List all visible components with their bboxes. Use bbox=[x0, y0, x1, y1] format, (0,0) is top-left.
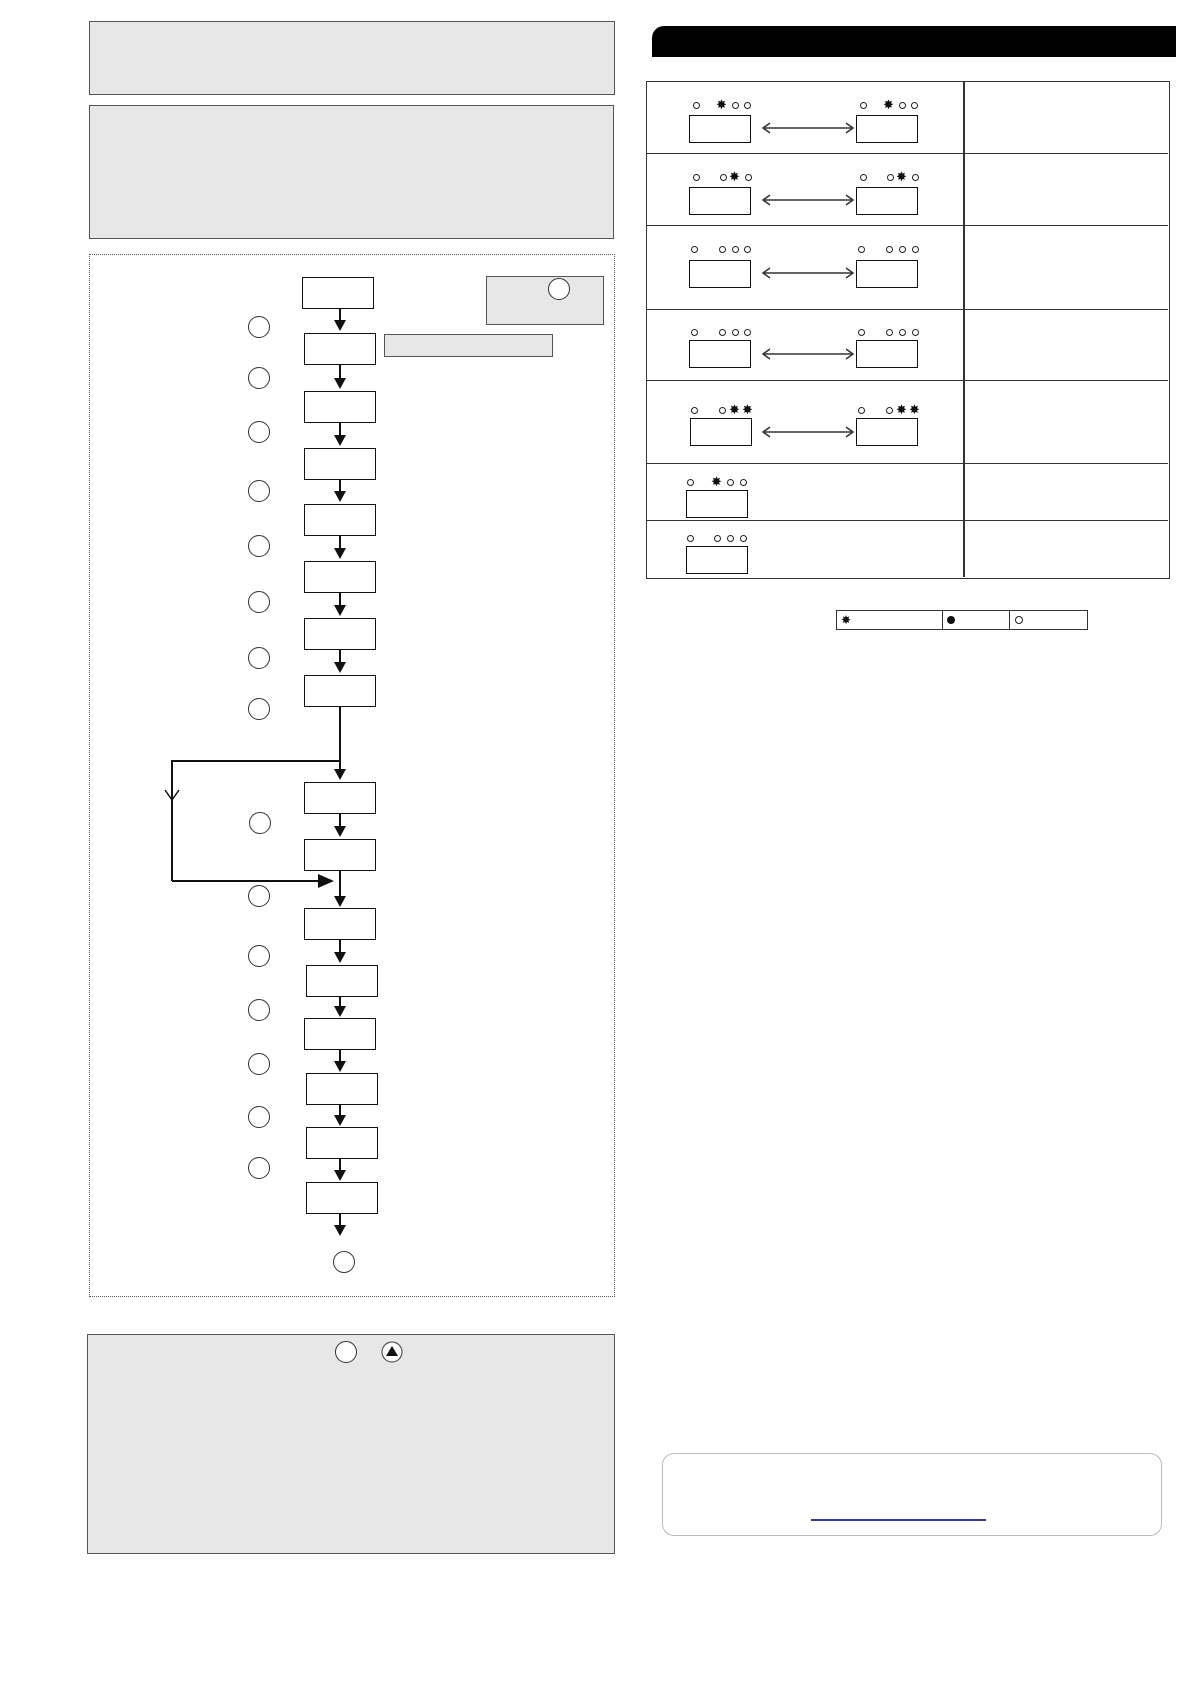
step-circle-icon bbox=[248, 698, 270, 720]
row-divider bbox=[963, 154, 965, 225]
led-off-icon bbox=[899, 246, 906, 253]
on-led-icon bbox=[947, 616, 955, 624]
step-circle-icon bbox=[248, 480, 270, 502]
flow-arrow-icon bbox=[334, 826, 346, 837]
led-off-icon bbox=[886, 407, 893, 414]
step-circle-icon bbox=[248, 1106, 270, 1128]
key-circle-icon bbox=[548, 278, 570, 300]
flow-arrow-icon bbox=[334, 320, 346, 331]
step-circle-icon bbox=[248, 1053, 270, 1075]
flow-step-5 bbox=[304, 504, 376, 536]
step-note-bar bbox=[384, 334, 553, 357]
flow-arrow-icon bbox=[334, 1006, 346, 1017]
flow-step-6 bbox=[304, 561, 376, 593]
info-box-top bbox=[89, 21, 615, 95]
led-off-icon bbox=[714, 535, 721, 542]
bidirectional-arrow-icon bbox=[760, 122, 856, 134]
led-flash-icon: ✸ bbox=[711, 474, 722, 489]
step-circle-icon bbox=[248, 421, 270, 443]
flow-step-13 bbox=[304, 1018, 376, 1050]
key-box bbox=[486, 276, 604, 325]
led-off-icon bbox=[691, 246, 698, 253]
flow-arrow-icon bbox=[334, 435, 346, 446]
flow-step-16 bbox=[306, 1182, 378, 1214]
led-status-panel bbox=[646, 81, 1170, 579]
flow-arrow-icon bbox=[334, 1061, 346, 1072]
led-flash-icon: ✸ bbox=[742, 402, 753, 417]
led-off-icon bbox=[719, 329, 726, 336]
section-header-bar bbox=[652, 26, 1176, 57]
bidirectional-arrow-icon bbox=[760, 348, 856, 360]
status-row bbox=[647, 154, 1168, 226]
led-off-icon bbox=[687, 479, 694, 486]
led-off-icon bbox=[693, 102, 700, 109]
display-box-right bbox=[856, 260, 918, 288]
led-off-icon bbox=[727, 535, 734, 542]
display-box-right bbox=[856, 187, 918, 215]
led-off-icon bbox=[899, 329, 906, 336]
led-legend bbox=[836, 610, 1088, 630]
led-off-icon bbox=[732, 246, 739, 253]
flow-arrow-icon bbox=[334, 769, 346, 780]
row-divider bbox=[963, 521, 965, 577]
bidirectional-arrow-icon bbox=[760, 426, 856, 438]
loop-line-top bbox=[172, 760, 340, 762]
display-box-right bbox=[856, 418, 918, 446]
flow-arrow-icon bbox=[334, 1115, 346, 1126]
flow-arrow-icon bbox=[334, 896, 346, 907]
led-flash-icon: ✸ bbox=[896, 169, 907, 184]
step-circle-icon bbox=[248, 945, 270, 967]
led-off-icon bbox=[719, 246, 726, 253]
display-box-left bbox=[689, 187, 751, 215]
step-circle-icon bbox=[248, 885, 270, 907]
row-divider bbox=[963, 464, 965, 520]
display-box-right bbox=[856, 115, 918, 143]
led-off-icon bbox=[899, 102, 906, 109]
flow-step-10 bbox=[304, 839, 376, 871]
flow-step-9 bbox=[304, 782, 376, 814]
flow-step-3 bbox=[304, 391, 376, 423]
display-box-single bbox=[686, 490, 748, 518]
flow-arrow-icon bbox=[334, 605, 346, 616]
flow-connector bbox=[339, 871, 341, 897]
step-circle-icon bbox=[248, 591, 270, 613]
led-off-icon bbox=[687, 535, 694, 542]
step-circle-icon bbox=[248, 367, 270, 389]
led-off-icon bbox=[732, 329, 739, 336]
status-row bbox=[647, 381, 1168, 464]
status-row bbox=[647, 464, 1168, 521]
step-circle-icon bbox=[248, 999, 270, 1021]
display-box-left bbox=[689, 260, 751, 288]
display-box-left bbox=[689, 340, 751, 368]
led-flash-icon: ✸ bbox=[729, 169, 740, 184]
status-row bbox=[647, 310, 1168, 381]
up-button-icon bbox=[381, 1341, 403, 1363]
legend-cell-off bbox=[1010, 611, 1086, 629]
led-flash-icon: ✸ bbox=[883, 97, 894, 112]
step-circle-icon bbox=[248, 647, 270, 669]
led-off-icon bbox=[912, 246, 919, 253]
loop-line-left bbox=[171, 760, 173, 881]
led-off-icon bbox=[886, 329, 893, 336]
legend-cell-on bbox=[943, 611, 1010, 629]
loop-return-arrow-icon bbox=[318, 874, 334, 888]
flow-step-15 bbox=[306, 1127, 378, 1159]
led-off-icon bbox=[691, 407, 698, 414]
flow-step-11 bbox=[304, 908, 376, 940]
led-off-icon bbox=[858, 246, 865, 253]
button-circle-icon bbox=[335, 1341, 357, 1363]
flow-arrow-icon bbox=[334, 378, 346, 389]
led-off-icon bbox=[727, 479, 734, 486]
led-off-icon bbox=[720, 174, 727, 181]
flow-arrow-icon bbox=[334, 548, 346, 559]
display-box-left bbox=[690, 418, 752, 446]
flow-step-2 bbox=[304, 333, 376, 365]
led-off-icon bbox=[744, 329, 751, 336]
led-off-icon bbox=[912, 174, 919, 181]
led-off-icon bbox=[732, 102, 739, 109]
led-off-icon bbox=[911, 102, 918, 109]
step-circle-icon bbox=[248, 535, 270, 557]
led-flash-icon: ✸ bbox=[896, 402, 907, 417]
led-off-icon bbox=[744, 246, 751, 253]
led-flash-icon: ✸ bbox=[729, 402, 740, 417]
bidirectional-arrow-icon bbox=[760, 267, 856, 279]
flashing-led-icon: ✸ bbox=[841, 613, 852, 627]
flow-connector bbox=[339, 365, 341, 379]
led-off-icon bbox=[886, 246, 893, 253]
led-off-icon bbox=[719, 407, 726, 414]
step-circle-icon bbox=[248, 1157, 270, 1179]
status-row bbox=[647, 226, 1168, 310]
flow-step-1 bbox=[302, 277, 374, 309]
row-divider bbox=[963, 310, 965, 380]
flow-step-8 bbox=[304, 675, 376, 707]
led-off-icon bbox=[745, 174, 752, 181]
led-off-icon bbox=[744, 102, 751, 109]
step-circle-icon bbox=[249, 812, 271, 834]
row-divider bbox=[963, 226, 965, 309]
led-flash-icon: ✸ bbox=[716, 97, 727, 112]
status-row bbox=[647, 521, 1168, 577]
display-box-left bbox=[689, 115, 751, 143]
row-divider bbox=[963, 82, 965, 153]
bidirectional-arrow-icon bbox=[760, 194, 856, 206]
contact-note-box bbox=[662, 1453, 1162, 1536]
led-off-icon bbox=[860, 102, 867, 109]
display-box-right bbox=[856, 340, 918, 368]
led-off-icon bbox=[887, 174, 894, 181]
step-circle-icon bbox=[248, 316, 270, 338]
loop-line-bottom bbox=[172, 880, 322, 882]
info-box-bottom bbox=[87, 1334, 615, 1554]
loop-arrow-icon bbox=[162, 788, 182, 802]
flow-arrow-icon bbox=[334, 952, 346, 963]
flow-arrow-icon bbox=[334, 662, 346, 673]
led-flash-icon: ✸ bbox=[909, 402, 920, 417]
row-divider bbox=[963, 381, 965, 463]
flow-step-7 bbox=[304, 618, 376, 650]
info-box-second bbox=[89, 105, 614, 239]
display-box-single bbox=[686, 546, 748, 574]
end-circle-icon bbox=[333, 1251, 355, 1273]
status-row bbox=[647, 82, 1168, 154]
led-off-icon bbox=[740, 479, 747, 486]
website-link[interactable] bbox=[811, 1519, 986, 1521]
led-off-icon bbox=[693, 174, 700, 181]
flow-arrow-icon bbox=[334, 1170, 346, 1181]
off-led-icon bbox=[1015, 616, 1023, 624]
led-off-icon bbox=[691, 329, 698, 336]
led-off-icon bbox=[858, 407, 865, 414]
flow-step-12 bbox=[306, 965, 378, 997]
led-off-icon bbox=[858, 329, 865, 336]
led-off-icon bbox=[912, 329, 919, 336]
led-off-icon bbox=[860, 174, 867, 181]
flow-arrow-icon bbox=[334, 491, 346, 502]
flow-arrow-icon bbox=[334, 1225, 346, 1236]
flow-step-4 bbox=[304, 448, 376, 480]
flow-step-14 bbox=[306, 1073, 378, 1105]
led-off-icon bbox=[740, 535, 747, 542]
legend-cell-flashing bbox=[837, 611, 943, 629]
